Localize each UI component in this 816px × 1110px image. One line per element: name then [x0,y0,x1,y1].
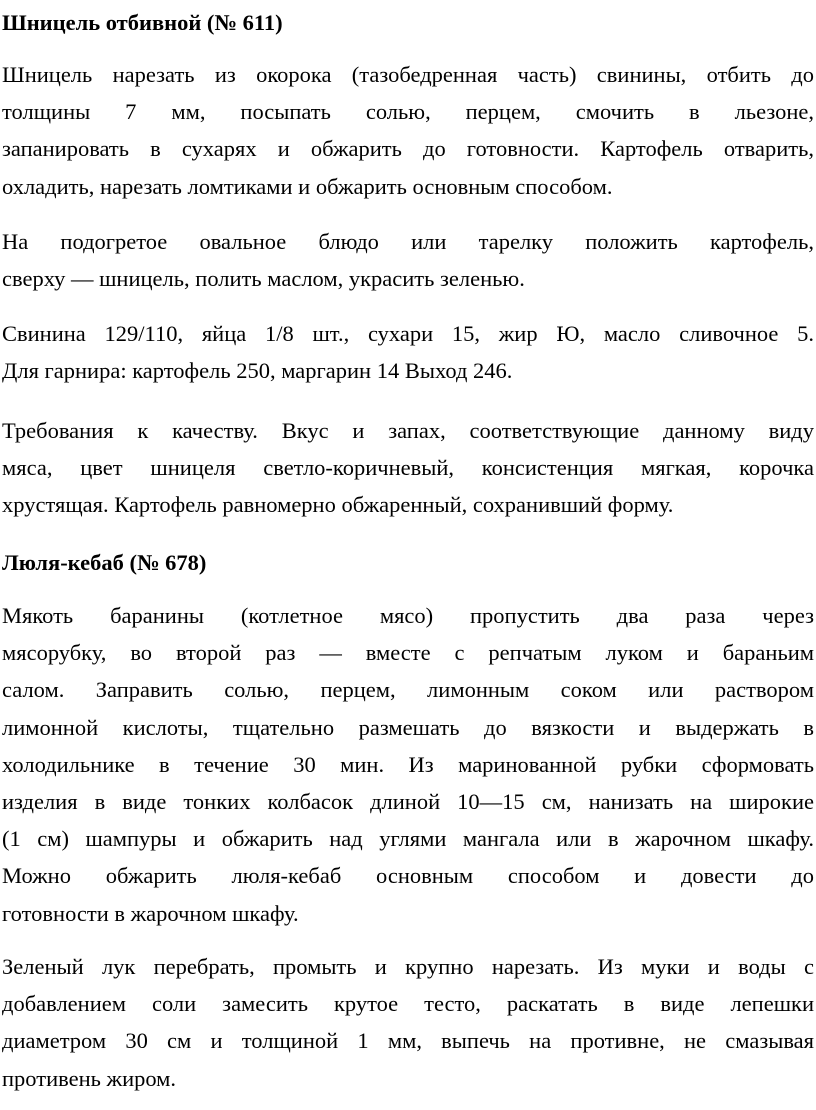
text-line: Шницель нарезать из окорока (тазобедренная часть) свинины, отбить до [2,62,814,87]
text-line: диаметром 30 см и толщиной 1 мм, выпечь на противне, не смазывая [2,1028,814,1054]
text-line: (1 см) шампуры и обжарить над углями мангала или в жарочном шкафу. [2,826,814,852]
text-line: мясорубку, во второй раз — вместе с репчатым луком и бараньим [2,640,814,666]
text-line: салом. Заправить солью, перцем, лимонным соком или раствором [2,677,814,703]
text-line: хрустящая. Картофель равномерно обжаренный, сохранивший форму. [2,492,674,518]
text-line: мяса, цвет шницеля светло-коричневый, консистенция мягкая, корочка [2,455,814,481]
text-line: противень жиром. [2,1065,177,1091]
text-line: сверху — шницель, полить маслом, украсить зеленью. [2,266,525,292]
paragraph [2,56,814,205]
paragraph [2,223,814,297]
text-line: запанировать в сухарях и обжарить до готовности. Картофель отварить, [2,136,814,162]
recipe-title: Люля-кебаб (№ 678) [2,550,207,575]
text-line: холодильнике в течение 30 мин. Из маринованной рубки сформовать [2,751,814,777]
recipe-title: Шницель отбивной (№ 611) [2,10,283,35]
text-line: добавлением соли замесить крутое тесто, раскатать в виде лепешки [2,991,814,1017]
text-line: изделия в виде тонких колбасок длиной 10—15 см, нанизать на широкие [2,789,814,815]
text-line: Для гарнира: картофель 250, маргарин 14 Выход 246. [2,358,513,384]
text-line: Зеленый лук перебрать, промыть и крупно нарезать. Из муки и воды с [2,954,814,979]
text-line: На подогретое овальное блюдо или тарелку положить картофель, [2,229,814,254]
text-line: Можно обжарить люля-кебаб основным способом и довести до [2,863,814,889]
text-line: охладить, нарезать ломтиками и обжарить основным способом. [2,173,613,199]
paragraph [2,412,814,524]
paragraph [2,948,814,1097]
text-line: толщины 7 мм, посыпать солью, перцем, смочить в льезоне, [2,99,814,125]
text-line: готовности в жарочном шкафу. [2,900,299,926]
text-line: Свинина 129/110, яйца 1/8 шт., сухари 15, жир Ю, масло сливочное 5. [2,321,814,346]
paragraph [2,597,814,932]
text-line: Мякоть баранины (котлетное мясо) пропустить два раза через [2,603,814,628]
text-line: лимонной кислоты, тщательно размешать до вязкости и выдержать в [2,714,814,740]
text-line: Требования к качеству. Вкус и запах, соответствующие данному виду [2,418,814,443]
paragraph [2,315,814,389]
